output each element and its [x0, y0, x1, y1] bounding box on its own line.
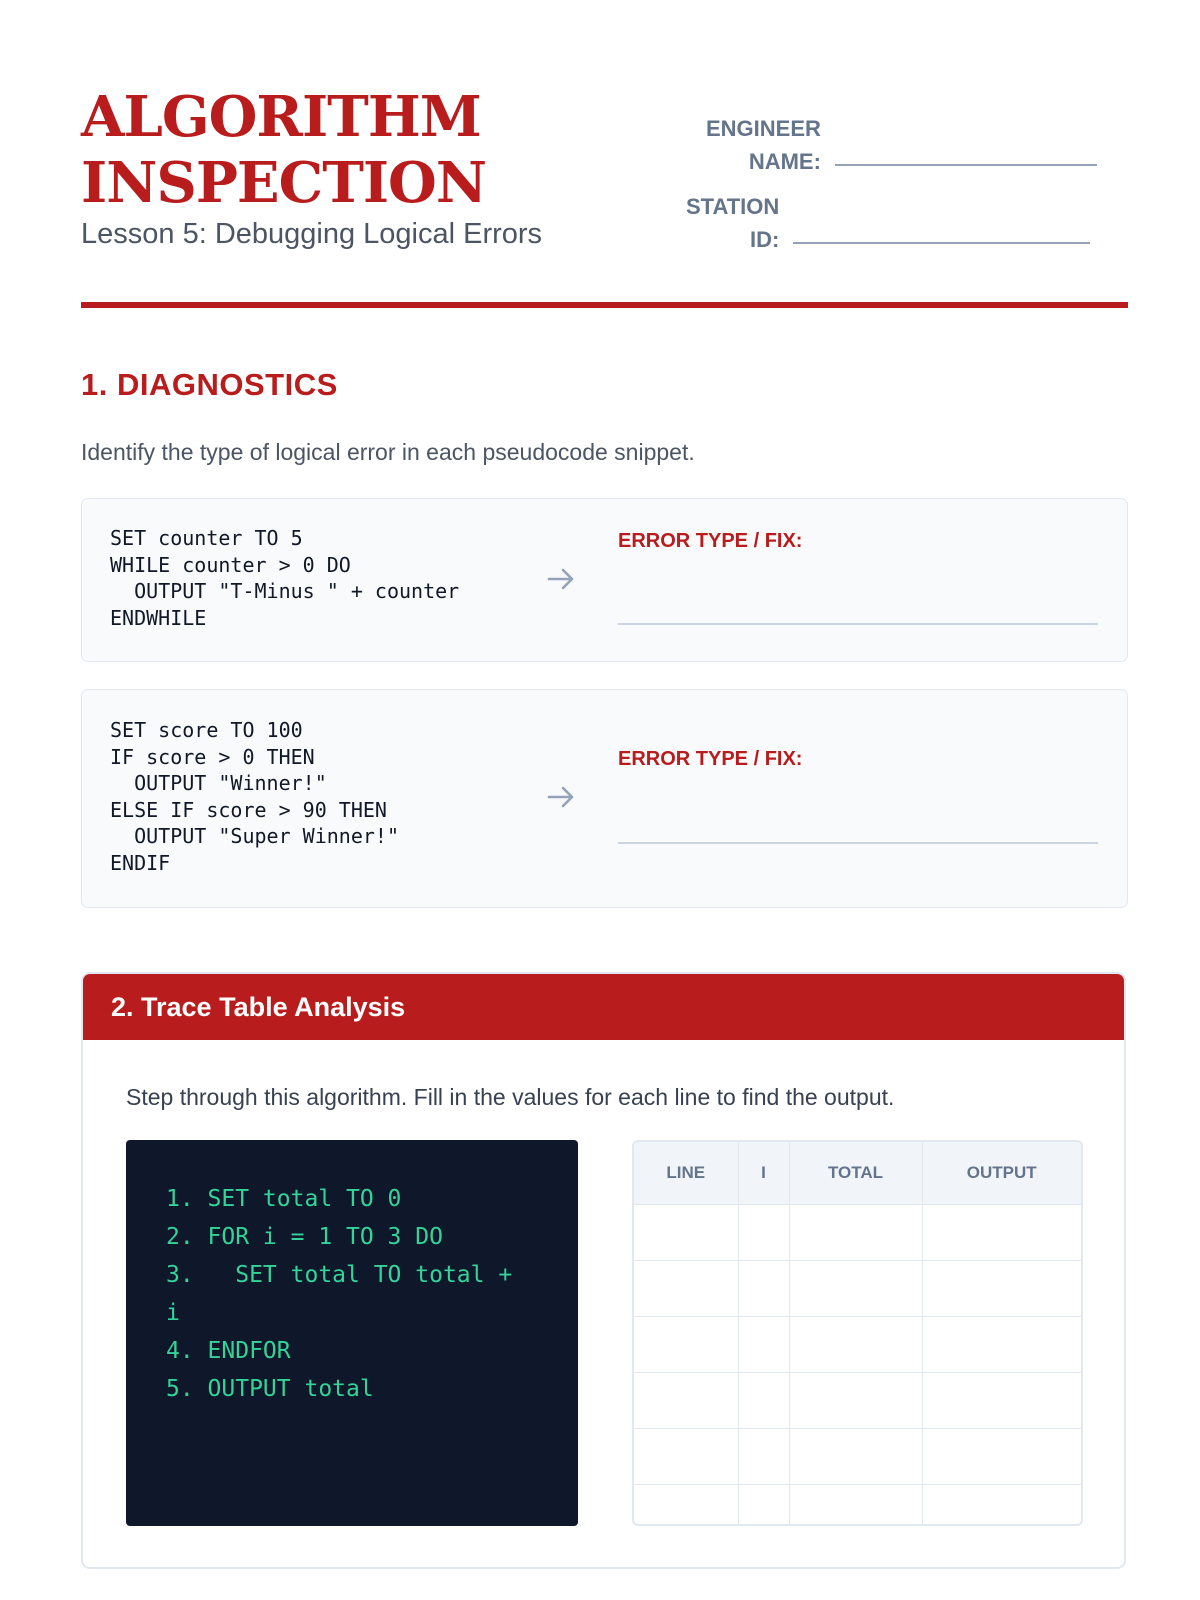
- station-id-field: [686, 190, 1090, 256]
- trace-cell-i[interactable]: [738, 1429, 789, 1485]
- trace-cell-output[interactable]: [922, 1261, 1081, 1317]
- engineer-name-input-line[interactable]: [835, 164, 1097, 166]
- trace-cell-total[interactable]: [789, 1205, 922, 1261]
- trace-cell-output[interactable]: [922, 1317, 1081, 1373]
- trace-cell-line[interactable]: [634, 1373, 738, 1429]
- header-divider: [81, 302, 1128, 308]
- table-row: [634, 1205, 1081, 1261]
- table-row: [634, 1373, 1081, 1429]
- trace-cell-total[interactable]: [789, 1485, 922, 1527]
- trace-cell-i[interactable]: [738, 1485, 789, 1527]
- snippet-card: [81, 689, 1128, 908]
- column-header-line: LINE: [634, 1142, 738, 1205]
- worksheet-title: [81, 84, 486, 216]
- engineer-name-field: [706, 112, 1097, 178]
- trace-cell-output[interactable]: [922, 1373, 1081, 1429]
- trace-cell-line[interactable]: [634, 1429, 738, 1485]
- trace-cell-output[interactable]: [922, 1485, 1081, 1527]
- trace-cell-line[interactable]: [634, 1261, 738, 1317]
- table-row: [634, 1429, 1081, 1485]
- title-line-1: ALGORITHM: [81, 84, 481, 150]
- trace-cell-output[interactable]: [922, 1429, 1081, 1485]
- algorithm-code: 1. SET total TO 0 2. FOR i = 1 TO 3 DO 3. SET total TO total + i 4. ENDFOR 5. OUTPUT total: [166, 1186, 513, 1402]
- station-id-label: STATION ID:: [686, 194, 780, 252]
- trace-cell-i[interactable]: [738, 1205, 789, 1261]
- trace-cell-line[interactable]: [634, 1485, 738, 1527]
- engineer-name-label: ENGINEER NAME:: [706, 116, 821, 174]
- table-row: [634, 1317, 1081, 1373]
- trace-cell-i[interactable]: [738, 1261, 789, 1317]
- diagnostics-heading: 1. DIAGNOSTICS: [81, 367, 338, 402]
- table-row: [634, 1261, 1081, 1317]
- trace-cell-total[interactable]: [789, 1373, 922, 1429]
- trace-section-heading: 2. Trace Table Analysis: [83, 974, 1124, 1040]
- trace-table-header-row: [634, 1142, 1081, 1205]
- station-id-input-line[interactable]: [793, 242, 1090, 244]
- table-row: [634, 1485, 1081, 1527]
- error-answer-line[interactable]: [618, 842, 1098, 844]
- algorithm-code-panel: [126, 1140, 578, 1526]
- error-type-label: ERROR TYPE / FIX:: [618, 748, 803, 770]
- column-header-total: TOTAL: [789, 1142, 922, 1205]
- trace-cell-i[interactable]: [738, 1317, 789, 1373]
- error-type-label: ERROR TYPE / FIX:: [618, 530, 803, 552]
- trace-cell-total[interactable]: [789, 1261, 922, 1317]
- trace-cell-output[interactable]: [922, 1205, 1081, 1261]
- trace-cell-line[interactable]: [634, 1205, 738, 1261]
- lesson-subtitle: Lesson 5: Debugging Logical Errors: [81, 218, 543, 250]
- snippet-card: [81, 498, 1128, 662]
- trace-table-section: [81, 972, 1126, 1569]
- trace-instructions: Step through this algorithm. Fill in the values for each line to find the output.: [126, 1084, 895, 1110]
- pseudocode-snippet: SET counter TO 5 WHILE counter > 0 DO OUTPUT "T-Minus " + counter ENDWHILE: [110, 526, 460, 630]
- title-line-2: INSPECTION: [81, 150, 487, 216]
- trace-cell-total[interactable]: [789, 1317, 922, 1373]
- diagnostics-instructions: Identify the type of logical error in each pseudocode snippet.: [81, 439, 695, 465]
- trace-cell-line[interactable]: [634, 1317, 738, 1373]
- trace-cell-i[interactable]: [738, 1373, 789, 1429]
- arrow-right-icon: [546, 782, 576, 812]
- trace-cell-total[interactable]: [789, 1429, 922, 1485]
- pseudocode-snippet: SET score TO 100 IF score > 0 THEN OUTPUT "Winner!" ELSE IF score > 90 THEN OUTPUT "Super Winner!" ENDIF: [110, 718, 399, 875]
- error-answer-line[interactable]: [618, 623, 1098, 625]
- arrow-right-icon: [546, 564, 576, 594]
- column-header-i: I: [738, 1142, 789, 1205]
- column-header-output: OUTPUT: [922, 1142, 1081, 1205]
- trace-table: [632, 1140, 1083, 1526]
